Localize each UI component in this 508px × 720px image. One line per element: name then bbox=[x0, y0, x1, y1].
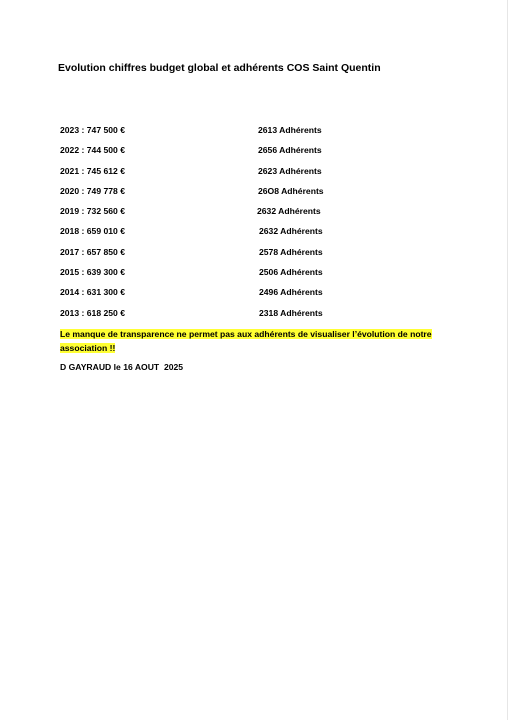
members-count: 2656 Adhérents bbox=[258, 145, 322, 156]
budget-value: 2020 : 749 778 € bbox=[60, 185, 125, 196]
members-count: 2578 Adhérents bbox=[259, 246, 323, 257]
budget-members-list bbox=[60, 125, 360, 328]
list-item bbox=[60, 166, 360, 186]
members-count: 2318 Adhérents bbox=[259, 307, 323, 318]
budget-value: 2017 : 657 850 € bbox=[60, 246, 125, 257]
highlighted-note bbox=[60, 327, 455, 355]
budget-value: 2022 : 744 500 € bbox=[60, 145, 125, 156]
budget-value: 2015 : 639 300 € bbox=[60, 267, 125, 278]
members-count: 2623 Adhérents bbox=[258, 165, 322, 176]
list-item bbox=[60, 125, 360, 145]
budget-value: 2018 : 659 010 € bbox=[60, 226, 125, 237]
members-count: 2632 Adhérents bbox=[259, 226, 323, 237]
list-item bbox=[60, 186, 360, 206]
list-item bbox=[60, 287, 360, 307]
members-count: 2496 Adhérents bbox=[259, 287, 323, 298]
budget-value: 2013 : 618 250 € bbox=[60, 307, 125, 318]
list-item bbox=[60, 267, 360, 287]
list-item bbox=[60, 226, 360, 246]
note-text: Le manque de transparence ne permet pas aux adhérents de visualiser l’évolution de notre association !! bbox=[60, 329, 432, 353]
list-item bbox=[60, 206, 360, 226]
list-item bbox=[60, 308, 360, 328]
document-title: Evolution chiffres budget global et adhérents COS Saint Quentin bbox=[58, 62, 381, 74]
list-item bbox=[60, 247, 360, 267]
budget-value: 2019 : 732 560 € bbox=[60, 206, 125, 217]
budget-value: 2014 : 631 300 € bbox=[60, 287, 125, 298]
members-count: 26O8 Adhérents bbox=[258, 185, 324, 196]
budget-value: 2023 : 747 500 € bbox=[60, 125, 125, 135]
members-count: 2506 Adhérents bbox=[259, 267, 323, 278]
list-item bbox=[60, 145, 360, 165]
signature-line: D GAYRAUD le 16 AOUT 2025 bbox=[60, 362, 184, 372]
budget-value: 2021 : 745 612 € bbox=[60, 165, 125, 176]
members-count: 2632 Adhérents bbox=[257, 206, 321, 217]
members-count: 2613 Adhérents bbox=[258, 125, 322, 135]
